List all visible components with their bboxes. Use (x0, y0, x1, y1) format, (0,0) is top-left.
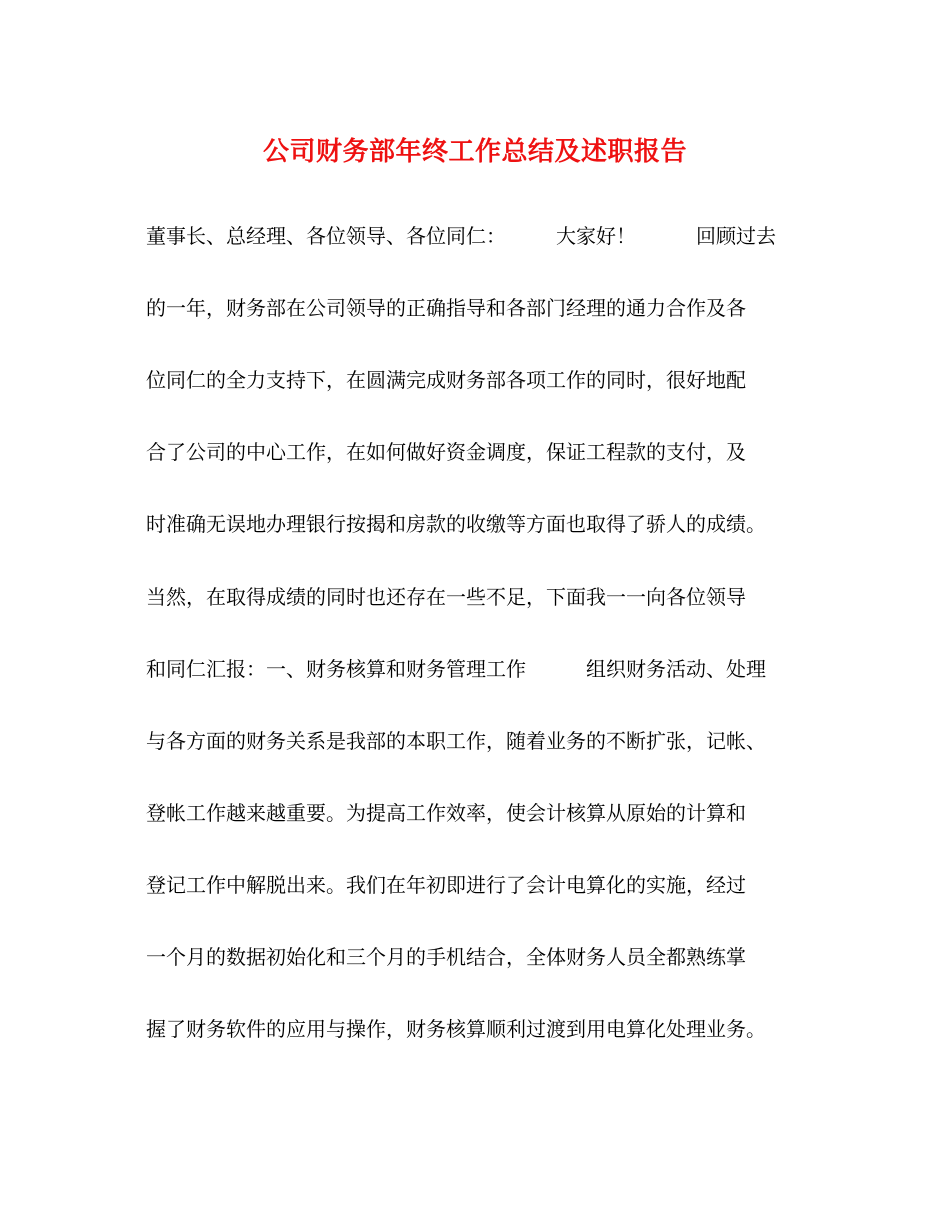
body-line-9: 登帐工作越来越重要。为提高工作效率，使会计核算从原始的计算和 (146, 801, 746, 825)
body-line-2: 的一年，财务部在公司领导的正确指导和各部门经理的通力合作及各 (146, 296, 746, 320)
body-line-5: 时准确无误地办理银行按揭和房款的收缴等方面也取得了骄人的成绩。 (146, 512, 766, 536)
body-line-12: 握了财务软件的应用与操作，财务核算顺利过渡到用电算化处理业务。 (146, 1017, 766, 1041)
body-line-11: 一个月的数据初始化和三个月的手机结合，全体财务人员全都熟练掌 (146, 945, 746, 969)
body-line-1: 董事长、总经理、各位领导、各位同仁： 大家好！ 回顾过去 (146, 224, 776, 248)
body-line-6: 当然，在取得成绩的同时也还存在一些不足，下面我一一向各位领导 (146, 585, 746, 609)
body-line-10: 登记工作中解脱出来。我们在年初即进行了会计电算化的实施，经过 (146, 873, 746, 897)
body-line-8: 与各方面的财务关系是我部的本职工作，随着业务的不断扩张，记帐、 (146, 729, 766, 753)
body-line-3: 位同仁的全力支持下，在圆满完成财务部各项工作的同时，很好地配 (146, 368, 746, 392)
body-line-4: 合了公司的中心工作，在如何做好资金调度，保证工程款的支付，及 (146, 440, 746, 464)
body-line-7: 和同仁汇报：一、财务核算和财务管理工作 组织财务活动、处理 (146, 657, 766, 681)
document-title: 公司财务部年终工作总结及述职报告 (262, 137, 687, 167)
